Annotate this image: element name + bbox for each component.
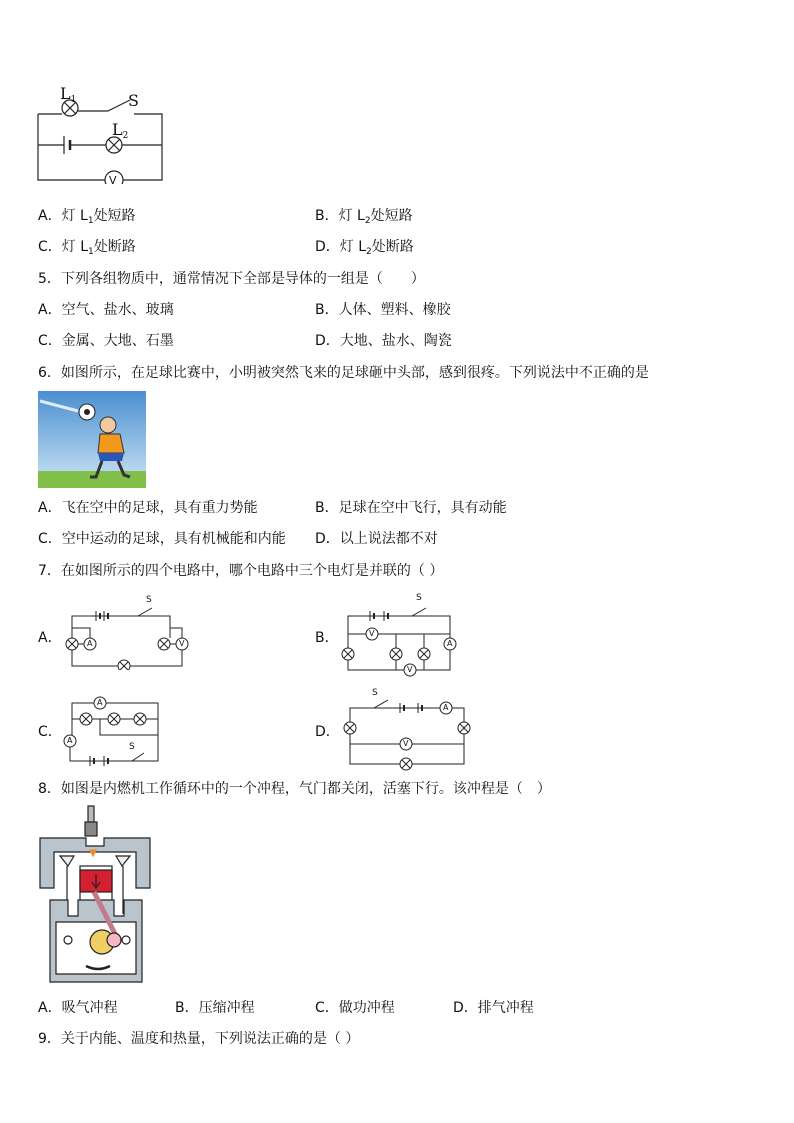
- q6-option-d: D．以上说法都不对: [315, 531, 438, 547]
- q7c-switch-label: S: [129, 742, 135, 752]
- q7d-voltmeter-label: V: [403, 739, 409, 748]
- q5-option-c: C．金属、大地、石墨: [38, 333, 174, 349]
- q8-option-a: A．吸气冲程: [38, 1000, 118, 1016]
- q7d-switch-label: S: [372, 688, 378, 698]
- q7b-ammeter-label: A: [447, 639, 453, 648]
- q8-engine-figure: [38, 804, 154, 988]
- q6-soccer-image: [38, 391, 146, 488]
- q6-option-b: B．足球在空中飞行，具有动能: [315, 500, 507, 516]
- q7-stem: 7．在如图所示的四个电路中，哪个电路中三个电灯是并联的（ ）: [38, 563, 444, 579]
- q8-option-b: B．压缩冲程: [175, 1000, 255, 1016]
- q7-circuit-d: [338, 690, 476, 776]
- q6-stem: 6．如图所示，在足球比赛中，小明被突然飞来的足球砸中头部，感到很疼。下列说法中不正确的是: [38, 365, 649, 381]
- q7b-voltmeter1-label: V: [369, 629, 375, 638]
- q7b-voltmeter2-label: V: [407, 665, 413, 674]
- q4-option-b: B．灯 $L_2$处短路: [315, 208, 413, 226]
- q7-option-c: C．: [38, 724, 62, 740]
- q7c-ammeter2-label: A: [67, 736, 73, 745]
- q7-option-d: D．: [315, 724, 340, 740]
- q4-label-l1: $L_1$: [60, 84, 77, 105]
- q7a-voltmeter-label: V: [179, 639, 185, 648]
- q9-stem: 9．关于内能、温度和热量，下列说法正确的是（ ）: [38, 1031, 360, 1047]
- q5-option-d: D．大地、盐水、陶瓷: [315, 333, 452, 349]
- q6-option-a: A．飞在空中的足球，具有重力势能: [38, 500, 258, 516]
- q7-circuit-c: [60, 693, 164, 769]
- q8-option-d: D．排气冲程: [453, 1000, 534, 1016]
- q7d-ammeter-label: A: [443, 703, 449, 712]
- q8-option-c: C．做功冲程: [315, 1000, 395, 1016]
- q7c-ammeter1-label: A: [97, 698, 103, 707]
- q7a-ammeter-label: A: [87, 639, 93, 648]
- q4-label-l2: $L_2$: [112, 120, 129, 141]
- q7a-switch-label: S: [146, 595, 152, 605]
- q4-option-d: D．灯 $L_2$处断路: [315, 239, 414, 257]
- q4-option-a: A．灯 $L_1$处短路: [38, 208, 136, 226]
- q4-option-c: C．灯 $L_1$处断路: [38, 239, 136, 257]
- q6-option-c: C．空中运动的足球，具有机械能和内能: [38, 531, 286, 547]
- q5-option-a: A．空气、盐水、玻璃: [38, 302, 174, 318]
- q7-circuit-a: [60, 598, 192, 670]
- q5-stem: 5．下列各组物质中，通常情况下全部是导体的一组是（ ）: [38, 271, 425, 287]
- q7-option-b: B．: [315, 630, 339, 646]
- q7-option-a: A．: [38, 630, 62, 646]
- q5-option-b: B．人体、塑料、橡胶: [315, 302, 451, 318]
- q4-label-v: V: [109, 174, 117, 187]
- q7b-switch-label: S: [416, 593, 422, 603]
- q4-label-s: S: [128, 91, 139, 110]
- q4-circuit-figure: [30, 84, 170, 184]
- q8-stem: 8．如图是内燃机工作循环中的一个冲程，气门都关闭，活塞下行。该冲程是（ ）: [38, 781, 551, 797]
